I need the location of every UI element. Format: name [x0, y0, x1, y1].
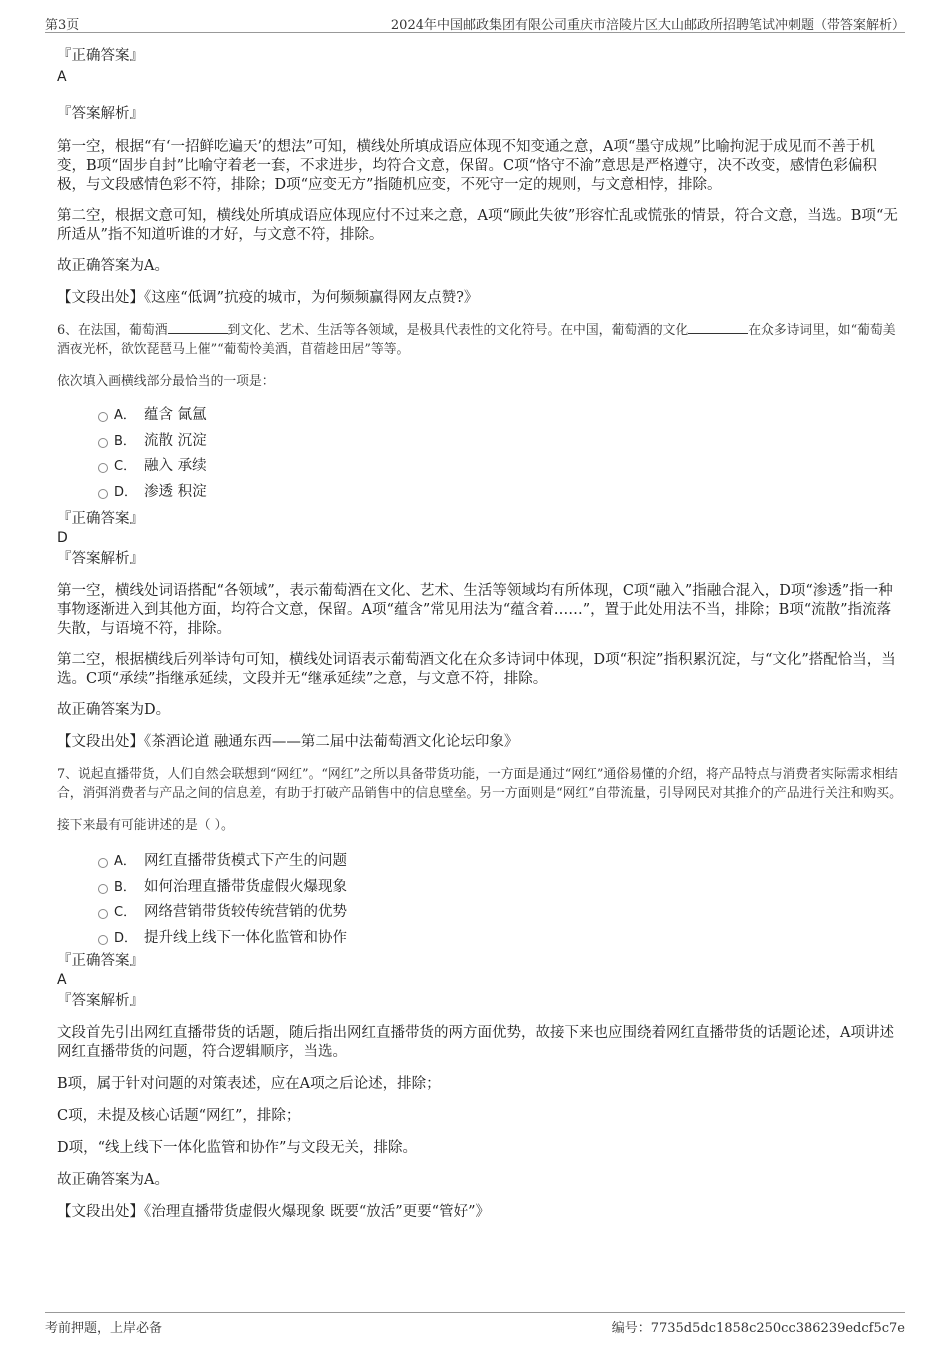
analysis-paragraph: 第二空，根据文意可知，横线处所填成语应体现应付不过来之意，A项“顾此失彼”形容忙乱或慌张的情景，符合文意，当选。B项“无所适从”指不知道听谁的才好，与文意不符，排除。 [57, 208, 898, 243]
correct-answer-value: A [57, 972, 67, 988]
option-b[interactable]: B． 流散 沉淀 [57, 429, 902, 455]
radio-button[interactable] [98, 858, 108, 868]
option-a[interactable]: A． 网红直播带货模式下产生的问题 [57, 849, 902, 875]
source-line [57, 289, 902, 308]
footer-slogan: 考前押题，上岸必备 [45, 1321, 163, 1336]
source-prefix: 【文段出处】 [57, 1204, 144, 1220]
analysis-paragraph: 文段首先引出网红直播带货的话题，随后指出网红直播带货的两方面优势，故接下来也应围绕着网红直播带货的话题论述，A项讲述网红直播带货的问题，符合逻辑顺序，当选。 [57, 1025, 894, 1060]
source-title: 《茶酒论道 融通东西——第二届中法葡萄酒文化论坛印象》 [144, 734, 519, 750]
option-b[interactable]: B． 如何治理直播带货虚假火爆现象 [57, 875, 902, 901]
analysis-paragraph: 第一空，横线处词语搭配“各领域”，表示葡萄酒在文化、艺术、生活等领域均有所体现，C项“融入”指融合混入，D项“渗透”指一种事物逐渐进入到其他方面，均符合文意，保留。A项“蕴含”常见用法为“蕴含着……”，置于此处用法不当，排除；B项“流散”指流落失散，与语境不符，排除。 [57, 583, 893, 637]
radio-button[interactable] [98, 489, 108, 499]
option-c[interactable]: C． 融入 承续 [57, 454, 902, 480]
correct-answer-label: 『正确答案』 [57, 953, 144, 969]
option-a[interactable]: A． 蕴含 氤氲 [57, 403, 902, 429]
option-list [57, 849, 902, 951]
analysis-label: 『答案解析』 [57, 106, 144, 122]
answer-blank [688, 321, 748, 334]
radio-button[interactable] [98, 463, 108, 473]
radio-button[interactable] [98, 412, 108, 422]
correct-answer-value: A [57, 69, 67, 85]
analysis-label: 『答案解析』 [57, 551, 144, 567]
radio-button[interactable] [98, 884, 108, 894]
source-line [57, 1203, 902, 1222]
source-prefix: 【文段出处】 [57, 290, 144, 306]
question-prompt: 依次填入画横线部分最恰当的一项是： [57, 374, 275, 389]
correct-answer-label: 『正确答案』 [57, 511, 144, 527]
document-id: 编号：7735d5dc1858c250cc386239edcf5c7e [611, 1321, 905, 1336]
analysis-paragraph: 故正确答案为A。 [57, 1172, 169, 1188]
page-footer [45, 1312, 905, 1335]
analysis-paragraph: 第二空，根据横线后列举诗句可知，横线处词语表示葡萄酒文化在众多诗词中体现，D项“积淀”指积累沉淀，与“文化”搭配恰当，当选。C项“承续”指继承延续，文段并无“继承延续”之意，与文意不符，排除。 [57, 652, 896, 687]
correct-answer-label: 『正确答案』 [57, 48, 144, 64]
analysis-paragraph: B项，属于针对问题的对策表述，应在A项之后论述，排除； [57, 1076, 441, 1092]
option-d[interactable]: D． 渗透 积淀 [57, 480, 902, 506]
page-header [45, 10, 905, 33]
source-prefix: 【文段出处】 [57, 734, 144, 750]
answer-blank [168, 321, 228, 334]
analysis-paragraph: 第一空，根据“有‘一招鲜吃遍天’的想法”可知，横线处所填成语应体现不知变通之意，A项“墨守成规”比喻拘泥于成见而不善于机变，B项“固步自封”比喻守着老一套，不求进步，均符合文意，保留。C项“恪守不渝”意思是严格遵守，决不改变，感情色彩偏积极，与文段感情色彩不符，排除；D项“应变无方”指随机应变，不死守一定的规则，与文意相悖，排除。 [57, 139, 877, 193]
source-title: 《这座“低调”抗疫的城市，为何频频赢得网友点赞?》 [144, 290, 479, 306]
analysis-paragraph: 故正确答案为A。 [57, 258, 169, 274]
correct-answer-value: D [57, 530, 68, 546]
question-stem: 6、在法国，葡萄酒 到文化、艺术、生活等各领域，是极具代表性的文化符号。在中国，葡萄酒的文化 在众多诗词里，如“葡萄美酒夜光杯，欲饮琵琶马上催”“葡萄怜美酒，苜蓿趁田居”等等。 [57, 323, 896, 357]
question-prompt: 接下来最有可能讲述的是（ ）。 [57, 818, 234, 833]
analysis-paragraph: 故正确答案为D。 [57, 702, 171, 718]
option-c[interactable]: C． 网络营销带货较传统营销的优势 [57, 900, 902, 926]
option-d[interactable]: D． 提升线上线下一体化监管和协作 [57, 926, 902, 952]
document-body [57, 42, 902, 1222]
analysis-label: 『答案解析』 [57, 993, 144, 1009]
source-title: 《治理直播带货虚假火爆现象 既要“放活”更要“管好”》 [144, 1204, 491, 1220]
page-number: 第3页 [45, 18, 80, 33]
analysis-paragraph: D项，“线上线下一体化监管和协作”与文段无关，排除。 [57, 1140, 417, 1156]
radio-button[interactable] [98, 438, 108, 448]
radio-button[interactable] [98, 909, 108, 919]
radio-button[interactable] [98, 935, 108, 945]
source-line [57, 733, 902, 752]
option-list [57, 403, 902, 505]
analysis-paragraph: C项，未提及核心话题“网红”，排除； [57, 1108, 301, 1124]
question-stem: 7、说起直播带货，人们自然会联想到“网红”。“网红”之所以具备带货功能，一方面是通过“网红”通俗易懂的介绍，将产品特点与消费者实际需求相结合，消弭消费者与产品之间的信息差，有助于打破产品销售中的信息壁垒。另一方面则是“网红”自带流量，引导网民对其推介的产品进行关注和购买。 [57, 767, 902, 801]
document-title: 2024年中国邮政集团有限公司重庆市涪陵片区大山邮政所招聘笔试冲刺题（带答案解析） [390, 18, 905, 33]
